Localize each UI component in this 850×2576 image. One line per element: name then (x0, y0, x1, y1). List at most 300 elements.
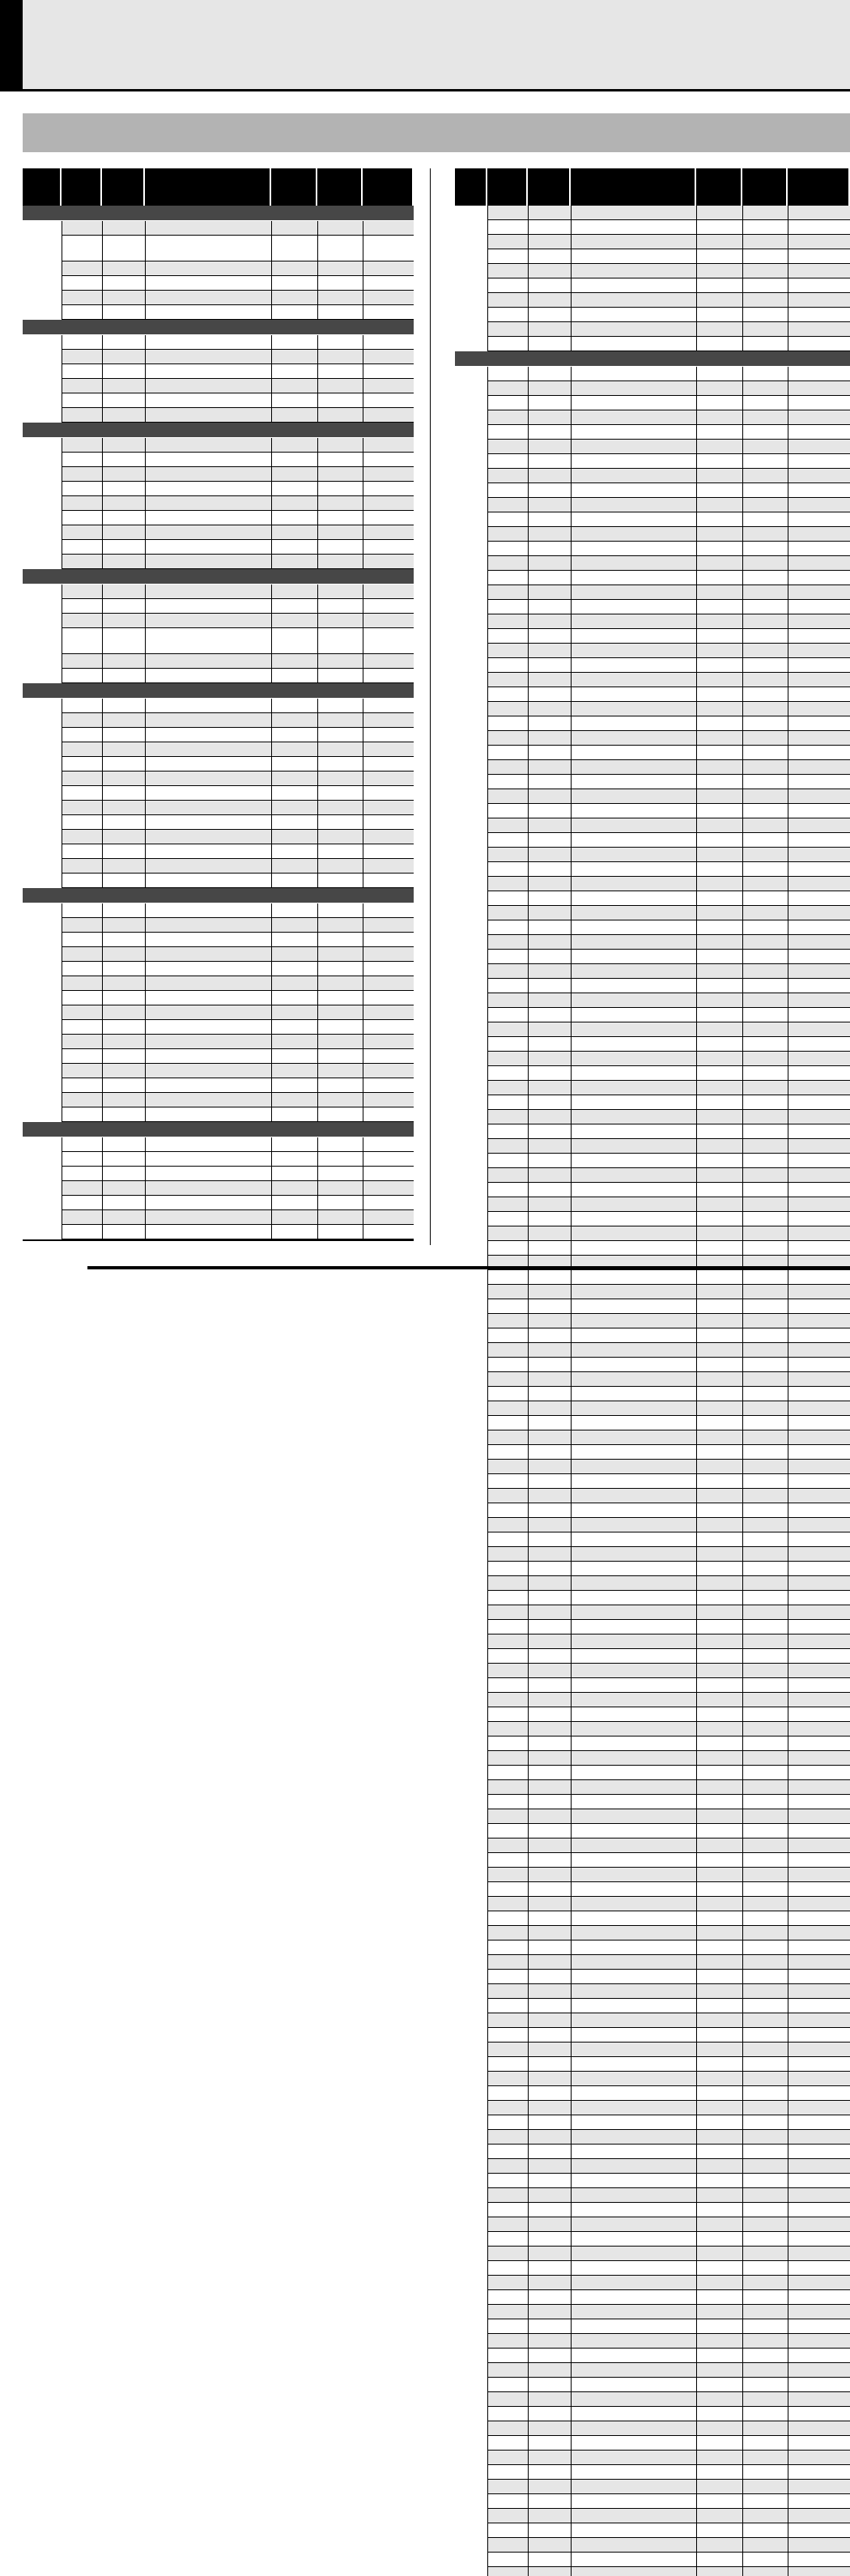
table-cell (62, 511, 102, 525)
table-cell (528, 1052, 571, 1065)
table-row (455, 1154, 850, 1168)
table-cell (571, 410, 696, 424)
table-cell (528, 1401, 571, 1415)
table-cell (487, 1736, 528, 1750)
table-cell (487, 2028, 528, 2042)
table-cell (696, 571, 742, 584)
table-cell (145, 335, 271, 349)
table-cell (696, 979, 742, 993)
table-cell (528, 1226, 571, 1240)
table-row (23, 628, 414, 654)
table-row (455, 1503, 850, 1518)
table-cell (363, 1225, 414, 1239)
table-cell (363, 236, 414, 261)
table-cell (102, 801, 145, 814)
table-cell (742, 2203, 788, 2217)
table-cell (528, 2509, 571, 2523)
table-cell (696, 1970, 742, 1983)
table-cell (571, 2407, 696, 2421)
table-cell (528, 964, 571, 978)
table-row (455, 1081, 850, 1095)
table-cell (487, 1110, 528, 1124)
table-cell (145, 525, 271, 539)
table-cell (742, 527, 788, 541)
table-cell (62, 438, 102, 452)
table-cell (788, 425, 850, 439)
table-cell (528, 1824, 571, 1838)
table-cell (742, 1970, 788, 1983)
table-cell (571, 673, 696, 687)
table-row (455, 2523, 850, 2538)
table-row (23, 1225, 414, 1239)
table-cell (317, 1064, 363, 1078)
table-cell (487, 658, 528, 672)
table-row (455, 2349, 850, 2363)
table-cell (317, 555, 363, 568)
table-cell (271, 962, 317, 976)
table-cell (742, 979, 788, 993)
table-cell (742, 920, 788, 934)
table-cell (788, 1503, 850, 1517)
table-cell (788, 1008, 850, 1022)
table-cell (271, 728, 317, 742)
table-cell (145, 305, 271, 319)
table-row (23, 1210, 414, 1225)
table-row (455, 1911, 850, 1926)
table-row (455, 2436, 850, 2451)
table-cell (528, 337, 571, 351)
table-cell (363, 438, 414, 452)
table-cell (696, 1474, 742, 1488)
table-cell (528, 1751, 571, 1765)
table-cell (102, 713, 145, 727)
table-row (455, 2334, 850, 2349)
table-cell (571, 775, 696, 789)
table-cell (271, 236, 317, 261)
group-header-bar (23, 683, 414, 699)
table-cell (571, 2553, 696, 2566)
table-cell (528, 891, 571, 905)
table-cell (528, 979, 571, 993)
table-cell (742, 1270, 788, 1284)
table-cell (487, 1970, 528, 1983)
table-cell (363, 1078, 414, 1092)
table-cell (62, 1210, 102, 1224)
table-cell (571, 1066, 696, 1080)
table-row (455, 2115, 850, 2130)
table-cell (742, 1634, 788, 1648)
table-cell (528, 2290, 571, 2304)
table-cell (571, 1095, 696, 1109)
table-cell (742, 2494, 788, 2508)
table-row (455, 1562, 850, 1576)
table-cell (528, 2232, 571, 2246)
table-row (455, 920, 850, 935)
table-cell (271, 628, 317, 653)
table-cell (102, 699, 145, 712)
table-cell (742, 1474, 788, 1488)
table-row (455, 658, 850, 673)
table-cell (145, 742, 271, 756)
table-cell (528, 2072, 571, 2085)
table-cell (271, 1167, 317, 1180)
table-row (455, 527, 850, 542)
group-label-column (23, 699, 62, 888)
table-cell (528, 658, 571, 672)
table-cell (788, 614, 850, 628)
table-row (455, 1941, 850, 1955)
table-cell (571, 716, 696, 730)
table-cell (696, 1562, 742, 1575)
table-row (455, 2378, 850, 2392)
table-cell (788, 1926, 850, 1940)
table-cell (487, 1868, 528, 1881)
table-cell (571, 789, 696, 803)
table-cell (571, 2043, 696, 2056)
table-cell (487, 2057, 528, 2071)
table-cell (487, 2276, 528, 2289)
table-cell (788, 571, 850, 584)
table-cell (528, 220, 571, 234)
table-cell (102, 874, 145, 887)
table-cell (788, 1780, 850, 1794)
table-cell (696, 2305, 742, 2319)
table-cell (528, 293, 571, 307)
table-cell (363, 1181, 414, 1195)
table-cell (528, 1285, 571, 1299)
table-cell (788, 249, 850, 263)
table-row (23, 918, 414, 933)
table-cell (145, 1152, 271, 1166)
table-cell (696, 1314, 742, 1328)
table-cell (742, 1868, 788, 1881)
table-cell (742, 1707, 788, 1721)
table-row (455, 2407, 850, 2421)
table-cell (528, 308, 571, 321)
table-row (455, 2305, 850, 2319)
header-cell (363, 168, 414, 206)
table-row (455, 337, 850, 351)
table-cell (528, 716, 571, 730)
table-cell (62, 699, 102, 712)
table-cell (528, 1809, 571, 1823)
table-cell (528, 512, 571, 526)
table-cell (145, 408, 271, 422)
table-cell (528, 1168, 571, 1182)
table-cell (363, 830, 414, 844)
table-cell (571, 1037, 696, 1051)
table-cell (317, 614, 363, 627)
table-cell (696, 1809, 742, 1823)
table-cell (487, 2451, 528, 2464)
table-cell (742, 1299, 788, 1313)
group-header-bar (23, 888, 414, 903)
table-cell (487, 1853, 528, 1867)
table-row (455, 410, 850, 425)
table-cell (528, 585, 571, 599)
group-label-column (23, 438, 62, 569)
table-cell (571, 1241, 696, 1255)
table-cell (271, 1107, 317, 1121)
table-cell (487, 308, 528, 321)
table-cell (317, 379, 363, 393)
table-cell (363, 903, 414, 917)
table-row (455, 1110, 850, 1124)
table-cell (788, 1678, 850, 1692)
table-cell (145, 962, 271, 976)
table-cell (145, 1181, 271, 1195)
table-row (455, 775, 850, 789)
table-cell (487, 1139, 528, 1153)
table-cell (317, 540, 363, 554)
table-cell (487, 2159, 528, 2173)
table-cell (487, 381, 528, 395)
table-cell (788, 658, 850, 672)
table-cell (696, 789, 742, 803)
table-cell (571, 614, 696, 628)
table-cell (487, 775, 528, 789)
table-cell (696, 848, 742, 861)
table-cell (102, 772, 145, 785)
table-row (455, 425, 850, 440)
table-cell (788, 2028, 850, 2042)
table-cell (742, 2509, 788, 2523)
table-cell (102, 1196, 145, 1209)
table-cell (742, 1853, 788, 1867)
table-cell (487, 498, 528, 512)
table-cell (487, 425, 528, 439)
table-cell (528, 906, 571, 920)
table-cell (487, 1372, 528, 1386)
table-row (455, 1197, 850, 1212)
table-cell (528, 1503, 571, 1517)
table-cell (788, 1722, 850, 1736)
table-cell (696, 600, 742, 614)
table-cell (317, 1049, 363, 1063)
table-cell (571, 629, 696, 643)
table-cell (317, 1093, 363, 1107)
table-cell (742, 2436, 788, 2450)
table-cell (487, 2465, 528, 2479)
table-cell (487, 1212, 528, 1226)
table-cell (696, 2261, 742, 2275)
table-cell (742, 425, 788, 439)
table-cell (528, 862, 571, 876)
table-cell (571, 1372, 696, 1386)
table-cell (528, 1591, 571, 1605)
table-cell (696, 235, 742, 249)
table-row (455, 1751, 850, 1766)
table-cell (528, 483, 571, 497)
table-row (455, 1124, 850, 1139)
table-row (455, 2232, 850, 2247)
table-cell (696, 1547, 742, 1561)
table-cell (528, 1897, 571, 1911)
table-row (455, 833, 850, 848)
table-cell (487, 716, 528, 730)
table-cell (145, 947, 271, 961)
table-cell (487, 2013, 528, 2027)
table-cell (363, 393, 414, 407)
table-cell (62, 947, 102, 961)
table-cell (487, 1401, 528, 1415)
table-cell (317, 903, 363, 917)
table-cell (317, 1020, 363, 1034)
table-cell (145, 540, 271, 554)
table-cell (742, 2028, 788, 2042)
table-cell (788, 1955, 850, 1969)
table-row (23, 699, 414, 713)
table-cell (742, 337, 788, 351)
table-row (455, 1328, 850, 1343)
table-cell (62, 467, 102, 481)
table-cell (528, 1212, 571, 1226)
table-cell (363, 1064, 414, 1078)
table-cell (528, 1838, 571, 1852)
table-cell (788, 1707, 850, 1721)
table-cell (487, 264, 528, 278)
group-rows (455, 367, 850, 2576)
table-cell (317, 393, 363, 407)
table-cell (571, 2261, 696, 2275)
table-cell (696, 1838, 742, 1852)
table-cell (571, 2378, 696, 2391)
table-cell (145, 584, 271, 598)
table-cell (571, 1387, 696, 1401)
table-cell (62, 1181, 102, 1195)
table-cell (788, 2465, 850, 2479)
table-cell (696, 1270, 742, 1284)
table-cell (696, 2494, 742, 2508)
table-cell (528, 731, 571, 745)
table-cell (271, 379, 317, 393)
table-cell (742, 1197, 788, 1211)
table-cell (696, 2319, 742, 2333)
table-cell (271, 699, 317, 712)
table-cell (571, 2465, 696, 2479)
table-cell (696, 425, 742, 439)
table-cell (788, 877, 850, 891)
table-cell (487, 1299, 528, 1313)
table-row (23, 874, 414, 888)
table-cell (696, 1941, 742, 1954)
table-row (455, 2188, 850, 2203)
table-cell (487, 1911, 528, 1925)
table-cell (571, 571, 696, 584)
table-cell (571, 906, 696, 920)
table-cell (102, 393, 145, 407)
table-cell (102, 933, 145, 946)
table-cell (363, 364, 414, 378)
table-cell (571, 2072, 696, 2085)
table-cell (571, 1139, 696, 1153)
table-cell (742, 1226, 788, 1240)
table-cell (571, 702, 696, 716)
table-cell (742, 469, 788, 482)
table-cell (528, 600, 571, 614)
table-cell (487, 2130, 528, 2144)
table-cell (788, 600, 850, 614)
table-cell (145, 364, 271, 378)
table-cell (788, 1445, 850, 1459)
table-cell (487, 249, 528, 263)
table-cell (571, 1809, 696, 1823)
table-cell (696, 1780, 742, 1794)
table-cell (571, 235, 696, 249)
table-row (455, 2013, 850, 2028)
table-cell (696, 891, 742, 905)
table-cell (788, 1212, 850, 1226)
table-cell (788, 644, 850, 657)
table-cell (528, 2436, 571, 2450)
table-cell (62, 379, 102, 393)
table-cell (145, 933, 271, 946)
table-cell (271, 1005, 317, 1019)
table-cell (528, 440, 571, 453)
table-cell (487, 1168, 528, 1182)
table-cell (271, 1064, 317, 1078)
table-cell (788, 2392, 850, 2406)
table-cell (317, 859, 363, 873)
table-cell (363, 757, 414, 771)
table-cell (363, 335, 414, 349)
table-cell (271, 713, 317, 727)
table-cell (788, 1591, 850, 1605)
table-cell (528, 1445, 571, 1459)
table-cell (271, 438, 317, 452)
table-row (455, 322, 850, 337)
table-cell (487, 1547, 528, 1561)
table-cell (271, 555, 317, 568)
table-cell (528, 935, 571, 949)
table-cell (742, 1809, 788, 1823)
table-row (455, 906, 850, 920)
table-cell (528, 804, 571, 818)
table-cell (102, 350, 145, 363)
table-cell (788, 2290, 850, 2304)
table-cell (696, 1620, 742, 1634)
table-cell (528, 278, 571, 292)
table-cell (528, 2538, 571, 2552)
table-cell (742, 2567, 788, 2576)
table-cell (62, 815, 102, 829)
table-cell (487, 2101, 528, 2115)
table-cell (145, 976, 271, 990)
table-cell (571, 2028, 696, 2042)
table-row (23, 555, 414, 569)
table-cell (788, 2538, 850, 2552)
table-cell (528, 322, 571, 336)
table-row (23, 654, 414, 669)
table-cell (363, 1049, 414, 1063)
table-row (455, 1736, 850, 1751)
table-cell (487, 1328, 528, 1342)
table-cell (363, 742, 414, 756)
table-cell (271, 350, 317, 363)
table-cell (571, 804, 696, 818)
table-row (23, 713, 414, 728)
table-cell (487, 1664, 528, 1677)
table-cell (742, 2086, 788, 2100)
table-cell (102, 1035, 145, 1048)
table-cell (788, 2203, 850, 2217)
header-cell (317, 168, 363, 206)
table-cell (528, 2451, 571, 2464)
table-row (23, 962, 414, 976)
table-cell (145, 1107, 271, 1121)
table-row (455, 1270, 850, 1285)
table-cell (742, 2217, 788, 2231)
